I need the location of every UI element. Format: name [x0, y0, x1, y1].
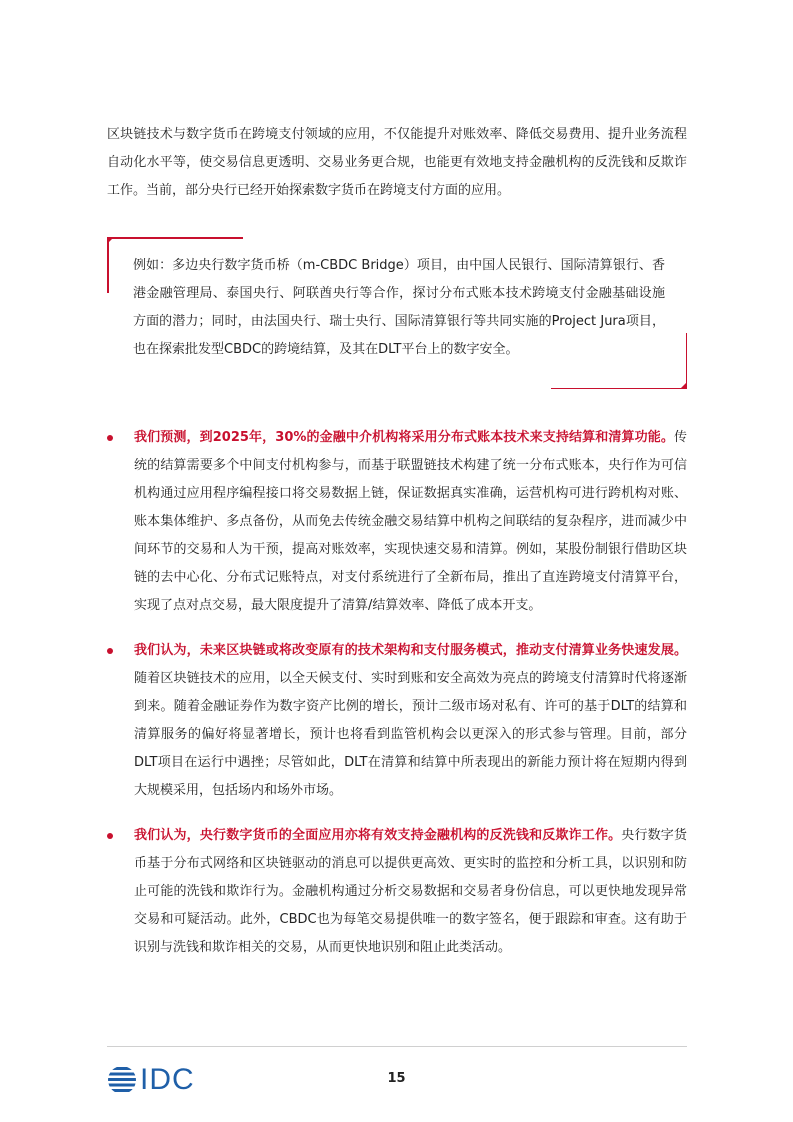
example-callout — [107, 237, 687, 389]
logo-text: IDC — [140, 1063, 195, 1096]
prediction-body: 央行数字货币基于分布式网络和区块链驱动的消息可以提供更高效、更实时的监控和分析工具，以识别和防止可能的洗钱和欺诈行为。金融机构通过分析交易数据和交易者身份信息，可以更快地发现异常交易和可疑活动。此外，CBDC也为每笔交易提供唯一的数字签名，便于跟踪和审查。这有助于识别与洗钱和欺诈相关的交易，从而更快地识别和阻止此类活动。 — [134, 828, 687, 955]
callout-corner-mark — [680, 382, 687, 389]
prediction-lead: 我们认为，央行数字货币的全面应用亦将有效支持金融机构的反洗钱和反欺诈工作。 — [134, 828, 622, 843]
callout-text: 例如：多边央行数字货币桥（m-CBDC Bridge）项目，由中国人民银行、国际清算银行、香港金融管理局、泰国央行、阿联酋央行等合作，探讨分布式账本技术跨境支付金融基础设施方面的潜力；同时，由法国央行、瑞士央行、国际清算银行等共同实施的Project Jura项目，也在探索批发型CBDC的跨境结算，及其在DLT平台上的数字安全。 — [133, 258, 665, 357]
bullet-dot-icon — [107, 648, 113, 654]
prediction-item — [107, 424, 687, 620]
intro-paragraph: 区块链技术与数字货币在跨境支付领域的应用，不仅能提升对账效率、降低交易费用、提升业务流程自动化水平等，使交易信息更透明、交易业务更合规，也能更有效地支持金融机构的反洗钱和反欺诈工作。当前，部分央行已经开始探索数字货币在跨境支付方面的应用。 — [107, 127, 687, 198]
prediction-item — [107, 822, 687, 962]
prediction-list — [107, 424, 687, 962]
prediction-body: 传统的结算需要多个中间支付机构参与，而基于联盟链技术构建了统一分布式账本，央行作为可信机构通过应用程序编程接口将交易数据上链，保证数据真实准确，运营机构可进行跨机构对账、账本集体维护、多点备份，从而免去传统金融交易结算中机构之间联结的复杂程序，进而减少中间环节的交易和人为干预，提高对账效率，实现快速交易和清算。例如，某股份制银行借助区块链的去中心化、分布式记账特点，对支付系统进行了全新布局，推出了直连跨境支付清算平台，实现了点对点交易，最大限度提升了清算/结算效率、降低了成本开支。 — [134, 430, 687, 613]
prediction-lead: 我们预测，到2025年，30%的金融中介机构将采用分布式账本技术来支持结算和清算功能。 — [134, 430, 674, 445]
bullet-dot-icon — [107, 435, 113, 441]
prediction-lead: 我们认为，未来区块链或将改变原有的技术架构和支付服务模式，推动支付清算业务快速发展。 — [134, 643, 687, 658]
callout-corner-mark — [107, 237, 114, 244]
callout-border-right — [686, 333, 688, 389]
page-number: 15 — [387, 1071, 406, 1086]
prediction-body: 随着区块链技术的应用，以全天候支付、实时到账和安全高效为亮点的跨境支付清算时代将逐渐到来。随着金融证券作为数字资产比例的增长，预计二级市场对私有、许可的基于DLT的结算和清算服务的偏好将显著增长，预计也将看到监管机构会以更深入的形式参与管理。目前，部分DLT项目在运行中遇挫；尽管如此，DLT在清算和结算中所表现出的新能力预计将在短期内得到大规模采用，包括场内和场外市场。 — [134, 671, 687, 798]
callout-border-left — [107, 237, 109, 293]
prediction-item — [107, 637, 687, 805]
footer-divider — [107, 1046, 687, 1047]
callout-border-bottom — [551, 388, 687, 390]
callout-border-top — [107, 237, 243, 239]
bullet-dot-icon — [107, 833, 113, 839]
